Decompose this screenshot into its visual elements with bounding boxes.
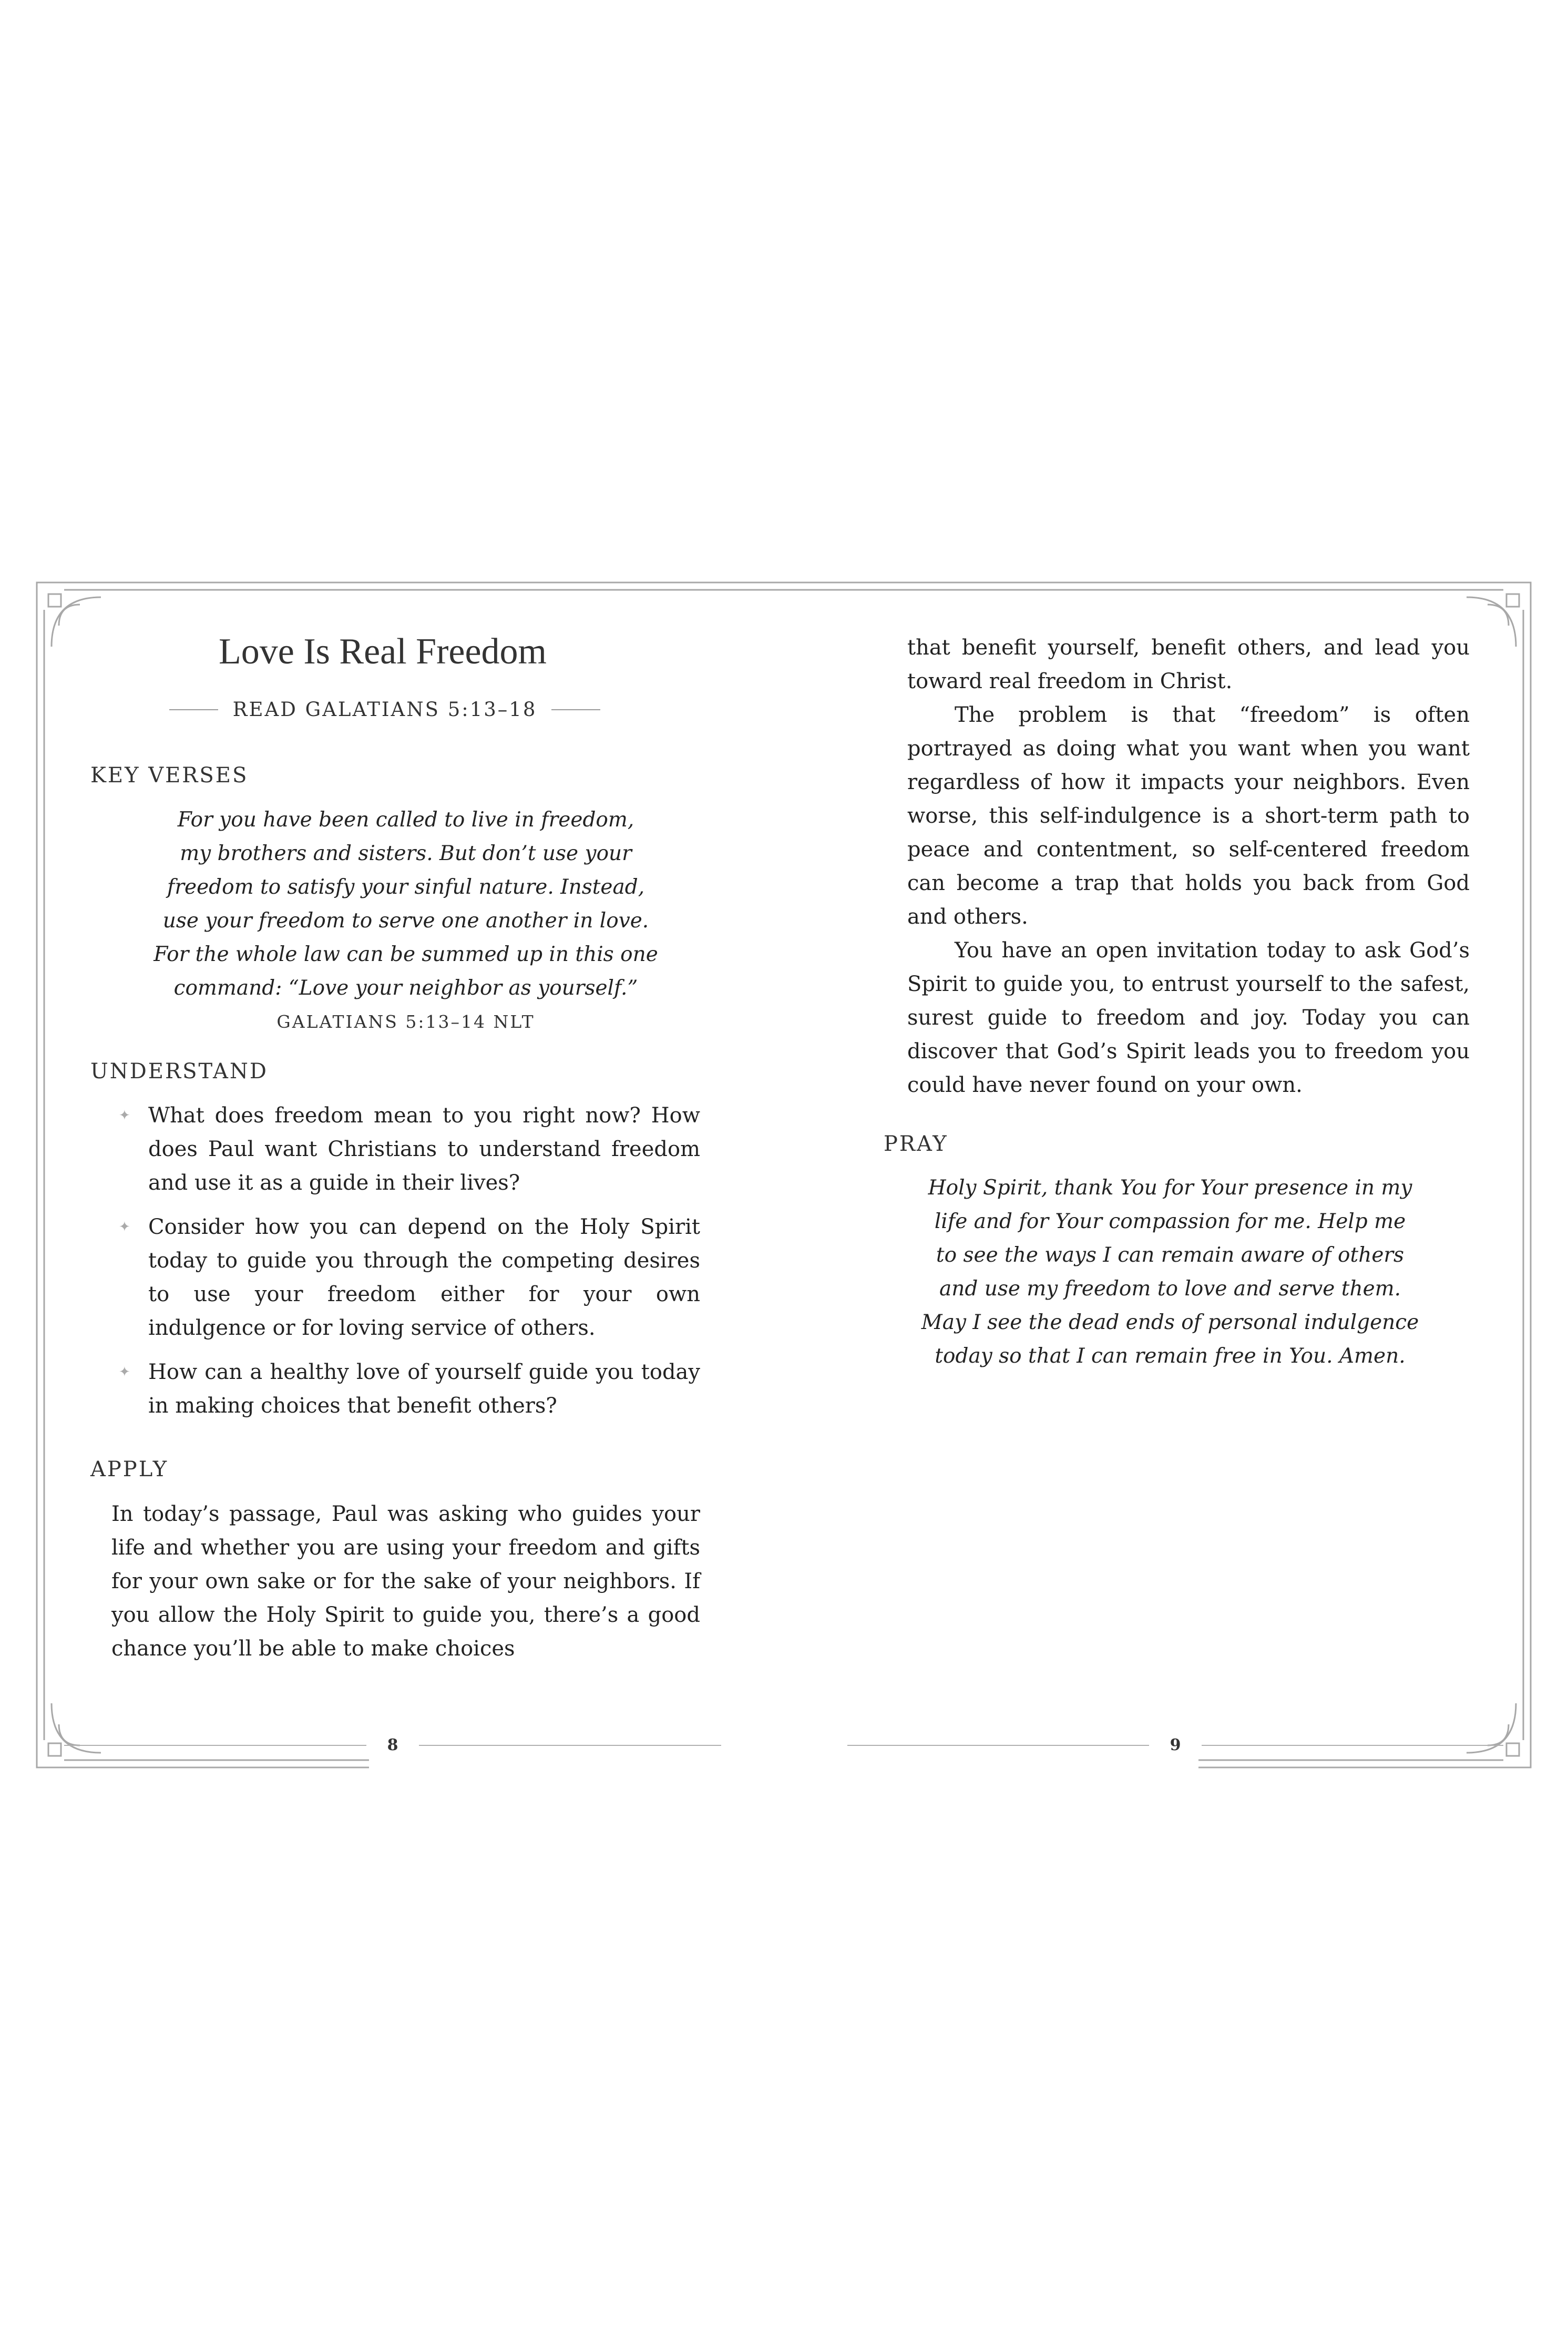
verse-line: my brothers and sisters. But don’t use your xyxy=(180,842,632,865)
divider xyxy=(551,709,600,710)
prayer-line: today so that I can remain free in You. Amen. xyxy=(935,1344,1406,1368)
list-item xyxy=(111,1210,700,1345)
prayer-line: and use my freedom to love and serve them. xyxy=(939,1277,1401,1301)
footer-rule xyxy=(1202,1745,1503,1746)
prayer-line: to see the ways I can remain aware of others xyxy=(936,1243,1405,1267)
paragraph: that benefit yourself, benefit others, and lead you toward real freedom in Christ. xyxy=(907,636,1470,693)
prayer-line: life and for Your compassion for me. Help me xyxy=(934,1210,1406,1233)
understand-list xyxy=(111,1099,700,1433)
apply-heading: APPLY xyxy=(90,1457,169,1481)
understand-heading: UNDERSTAND xyxy=(90,1059,268,1083)
verse-line: use your freedom to serve one another in love. xyxy=(162,909,649,933)
key-verses-heading: KEY VERSES xyxy=(90,763,249,788)
prayer-line: May I see the dead ends of personal indulgence xyxy=(921,1311,1419,1334)
divider xyxy=(169,709,218,710)
list-item-text: What does freedom mean to you right now? How does Paul want Christians to understand freedom and use it as a guide in their lives? xyxy=(148,1103,700,1195)
footer-rule xyxy=(64,1745,366,1746)
diamond-bullet-icon: ✦ xyxy=(119,1219,130,1235)
diamond-bullet-icon: ✦ xyxy=(119,1364,130,1380)
prayer-line: Holy Spirit, thank You for Your presence in my xyxy=(928,1176,1412,1200)
reading-text: READ GALATIANS 5:13–18 xyxy=(232,698,537,721)
right-page xyxy=(784,578,1535,1709)
right-page-footer xyxy=(847,1736,1503,1754)
verse-line: command: “Love your neighbor as yourself.” xyxy=(173,976,638,1000)
footer-rule xyxy=(419,1745,721,1746)
verse-line: freedom to satisfy your sinful nature. Instead, xyxy=(167,875,645,899)
prayer-text xyxy=(905,1171,1436,1373)
pray-heading: PRAY xyxy=(884,1132,948,1156)
apply-text: In today’s passage, Paul was asking who guides your life and whether you are using your freedom and gifts for your own sake or for the sake of your neighbors. If you allow the Holy Spirit to guide you, there’s a good chance you’ll be able to make choices xyxy=(111,1502,700,1661)
list-item-text: How can a healthy love of yourself guide you today in making choices that benefit others? xyxy=(148,1360,700,1418)
list-item xyxy=(111,1355,700,1423)
left-page-footer xyxy=(64,1736,721,1754)
page-number: 8 xyxy=(387,1736,398,1754)
key-verses-text xyxy=(111,803,700,1039)
list-item-text: Consider how you can depend on the Holy Spirit today to guide you through the competing desires to use your freedom either for your own indulgence or for loving service of others. xyxy=(148,1215,700,1340)
book-spread xyxy=(33,578,1535,1772)
paragraph: The problem is that “freedom” is often portrayed as doing what you want when you want regardless of how it impacts your neighbors. Even worse, this self-indulgence is a short-term path to peace and contentment, so self-centered freedom can become a trap that holds you back from God and others. xyxy=(907,703,1470,929)
body-text xyxy=(907,631,1470,1102)
left-page xyxy=(33,578,784,1709)
verse-reference: GALATIANS 5:13–14 NLT xyxy=(276,1011,535,1032)
verse-line: For you have been called to live in freedom, xyxy=(177,808,634,832)
footer-rule xyxy=(847,1745,1149,1746)
diamond-bullet-icon: ✦ xyxy=(119,1108,130,1123)
paragraph: You have an open invitation today to ask God’s Spirit to guide you, to entrust yourself to the safest, surest guide to freedom and joy. Today you can discover that God’s Spirit leads you to freedom you could have never found on your own. xyxy=(907,938,1470,1097)
reading-reference xyxy=(169,698,600,721)
verse-line: For the whole law can be summed up in this one xyxy=(153,943,658,966)
page-number: 9 xyxy=(1170,1736,1181,1754)
list-item xyxy=(111,1099,700,1200)
page-title: Love Is Real Freedom xyxy=(219,631,547,672)
